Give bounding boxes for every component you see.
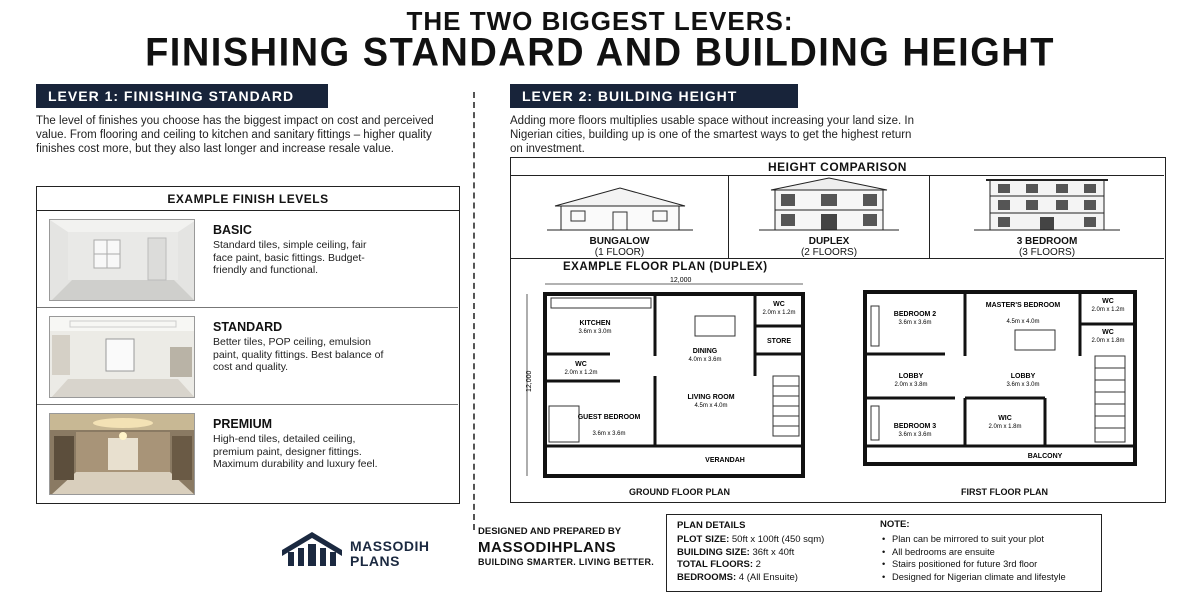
premium-room-photo (49, 413, 195, 495)
company-logo-text (350, 539, 429, 569)
note-item: • Plan can be mirrored to suit your plot (880, 533, 1100, 546)
room-bedroom-2-size: 3.6m x 3.6m (898, 320, 932, 326)
note-item: • All bedrooms are ensuite (880, 546, 1100, 559)
room-wc-ff-1: WC (1102, 298, 1114, 305)
logo-line1: MASSODIH (350, 538, 430, 554)
room-lobby-1-size: 2.0m x 3.8m (894, 382, 928, 388)
duplex-floors: (2 FLOORS) (800, 247, 858, 258)
room-balcony: BALCONY (1027, 453, 1063, 460)
room-guest-bedroom-size: 3.6m x 3.6m (592, 431, 626, 437)
note-item: • Stairs positioned for future 3rd floor (880, 558, 1100, 571)
room-wic-size: 2.0m x 1.8m (988, 424, 1022, 430)
room-wc-1: WC (773, 301, 785, 308)
basic-room-photo (49, 219, 195, 301)
room-dining: DINING (692, 348, 718, 355)
finish-level-premium (37, 405, 458, 502)
logo-line2: PLANS (350, 553, 400, 569)
floors-value: 2 (755, 559, 761, 570)
tagline: BUILDING SMARTER. LIVING BETTER. (478, 557, 655, 567)
plot-key: PLOT SIZE: (677, 534, 730, 545)
room-lobby-2-size: 3.6m x 3.0m (1006, 382, 1040, 388)
notes-section (880, 519, 1100, 583)
first-floor-label: FIRST FLOOR PLAN (961, 487, 1048, 497)
room-kitchen-size: 3.6m x 3.0m (578, 329, 612, 335)
standard-room-photo (49, 316, 195, 398)
room-bedroom-3: BEDROOM 3 (893, 423, 937, 430)
room-lobby-2: LOBBY (1010, 373, 1036, 380)
bungalow-name: BUNGALOW (589, 236, 650, 247)
room-wic: WIC (998, 415, 1012, 422)
height-comparison-title: HEIGHT COMPARISON (511, 158, 1164, 176)
premium-description: High-end tiles, detailed ceiling, premium paint, designer fittings. Maximum durability and luxury feel. (213, 433, 378, 470)
three-bedroom-label (930, 236, 1164, 258)
premium-title: PREMIUM (213, 417, 273, 431)
bedrooms-value: 4 (All Ensuite) (738, 571, 798, 583)
three-floor-building-icon (930, 176, 1164, 236)
floor-plan-title: EXAMPLE FLOOR PLAN (DUPLEX) (511, 258, 1164, 275)
room-living: LIVING ROOM (687, 394, 735, 401)
ground-floor-label: GROUND FLOOR PLAN (629, 487, 730, 497)
ground-height-dim: 12,000 (526, 370, 533, 392)
page-title-line1: THE TWO BIGGEST LEVERS: (406, 6, 794, 36)
plan-details-title: PLAN DETAILS (677, 520, 746, 531)
room-wc-ff-1-size: 2.0m x 1.2m (1091, 307, 1125, 313)
room-dining-size: 4.0m x 3.6m (688, 357, 722, 363)
bungalow-cell (511, 176, 729, 258)
finish-levels-box (36, 186, 460, 504)
room-bedroom-3-size: 3.6m x 3.6m (898, 432, 932, 438)
lever1-banner: LEVER 1: FINISHING STANDARD (36, 84, 328, 108)
ground-width-dim: 12,000 (670, 277, 692, 284)
notes-title: NOTE: (880, 519, 910, 530)
lever2-banner: LEVER 2: BUILDING HEIGHT (510, 84, 798, 108)
room-lobby-1: LOBBY (898, 373, 924, 380)
duplex-cell (729, 176, 930, 258)
three-bedroom-floors: (3 FLOORS) (1018, 247, 1076, 258)
room-store: STORE (767, 338, 791, 345)
basic-title: BASIC (213, 223, 252, 237)
room-wc-ff-2: WC (1102, 329, 1114, 336)
three-bedroom-name: 3 BEDROOM (1016, 236, 1078, 247)
lever1-description: The level of finishes you choose has the biggest impact on cost and perceived value. From flooring and ceiling to kitchen and sanitary fittings – higher quality finishes cost more, but they also last longer and increase resale value. (36, 115, 434, 155)
duplex-name: DUPLEX (808, 236, 850, 247)
building-value: 36ft x 40ft (752, 546, 795, 558)
room-bedroom-2: BEDROOM 2 (893, 311, 937, 318)
finish-levels-title: EXAMPLE FINISH LEVELS (37, 187, 459, 211)
height-comparison-box (510, 157, 1166, 503)
room-guest-bedroom: GUEST BEDROOM (577, 414, 641, 421)
room-masters-bedroom: MASTER'S BEDROOM (985, 302, 1061, 309)
room-verandah: VERANDAH (705, 457, 745, 464)
duplex-icon (729, 176, 930, 236)
basic-description: Standard tiles, simple ceiling, fair face paint, basic fittings. Budget-friendly and functional. (213, 239, 367, 276)
room-wc-2: WC (575, 361, 587, 368)
company-logo-icon (280, 530, 344, 568)
floors-key: TOTAL FLOORS: (677, 559, 753, 570)
column-divider (473, 92, 475, 530)
first-floor-plan (845, 286, 1145, 486)
bungalow-floors: (1 FLOOR) (594, 247, 645, 258)
finish-level-standard (37, 308, 458, 405)
lever2-description: Adding more floors multiplies usable space without increasing your land size. In Nigerian cities, building up is one of the smartest ways to get the highest return on investment. (510, 115, 914, 155)
room-wc-1-size: 2.0m x 1.2m (762, 310, 796, 316)
three-bedroom-cell (930, 176, 1164, 258)
bedrooms-key: BEDROOMS: (677, 571, 737, 583)
bungalow-label (511, 236, 728, 258)
page-title-line2: FINISHING STANDARD AND BUILDING HEIGHT (145, 30, 1055, 76)
room-kitchen: KITCHEN (579, 320, 611, 327)
room-living-size: 4.5m x 4.0m (694, 403, 728, 409)
room-wc-ff-2-size: 2.0m x 1.8m (1091, 338, 1125, 344)
standard-description: Better tiles, POP ceiling, emulsion paint, quality fittings. Best balance of cost and quality. (213, 336, 384, 373)
plot-value: 50ft x 100ft (450 sqm) (731, 534, 825, 545)
finish-level-basic (37, 211, 458, 308)
bungalow-icon (511, 176, 729, 236)
building-key: BUILDING SIZE: (677, 546, 750, 558)
ground-floor-plan (515, 276, 825, 488)
designed-label: DESIGNED AND PREPARED BY (478, 526, 622, 537)
duplex-label (729, 236, 929, 258)
designed-name: MASSODIHPLANS (478, 539, 617, 556)
standard-title: STANDARD (213, 320, 283, 334)
room-wc-2-size: 2.0m x 1.2m (564, 370, 598, 376)
room-masters-bedroom-size: 4.5m x 4.0m (1006, 319, 1040, 325)
note-item: • Designed for Nigerian climate and lifestyle (880, 571, 1100, 584)
